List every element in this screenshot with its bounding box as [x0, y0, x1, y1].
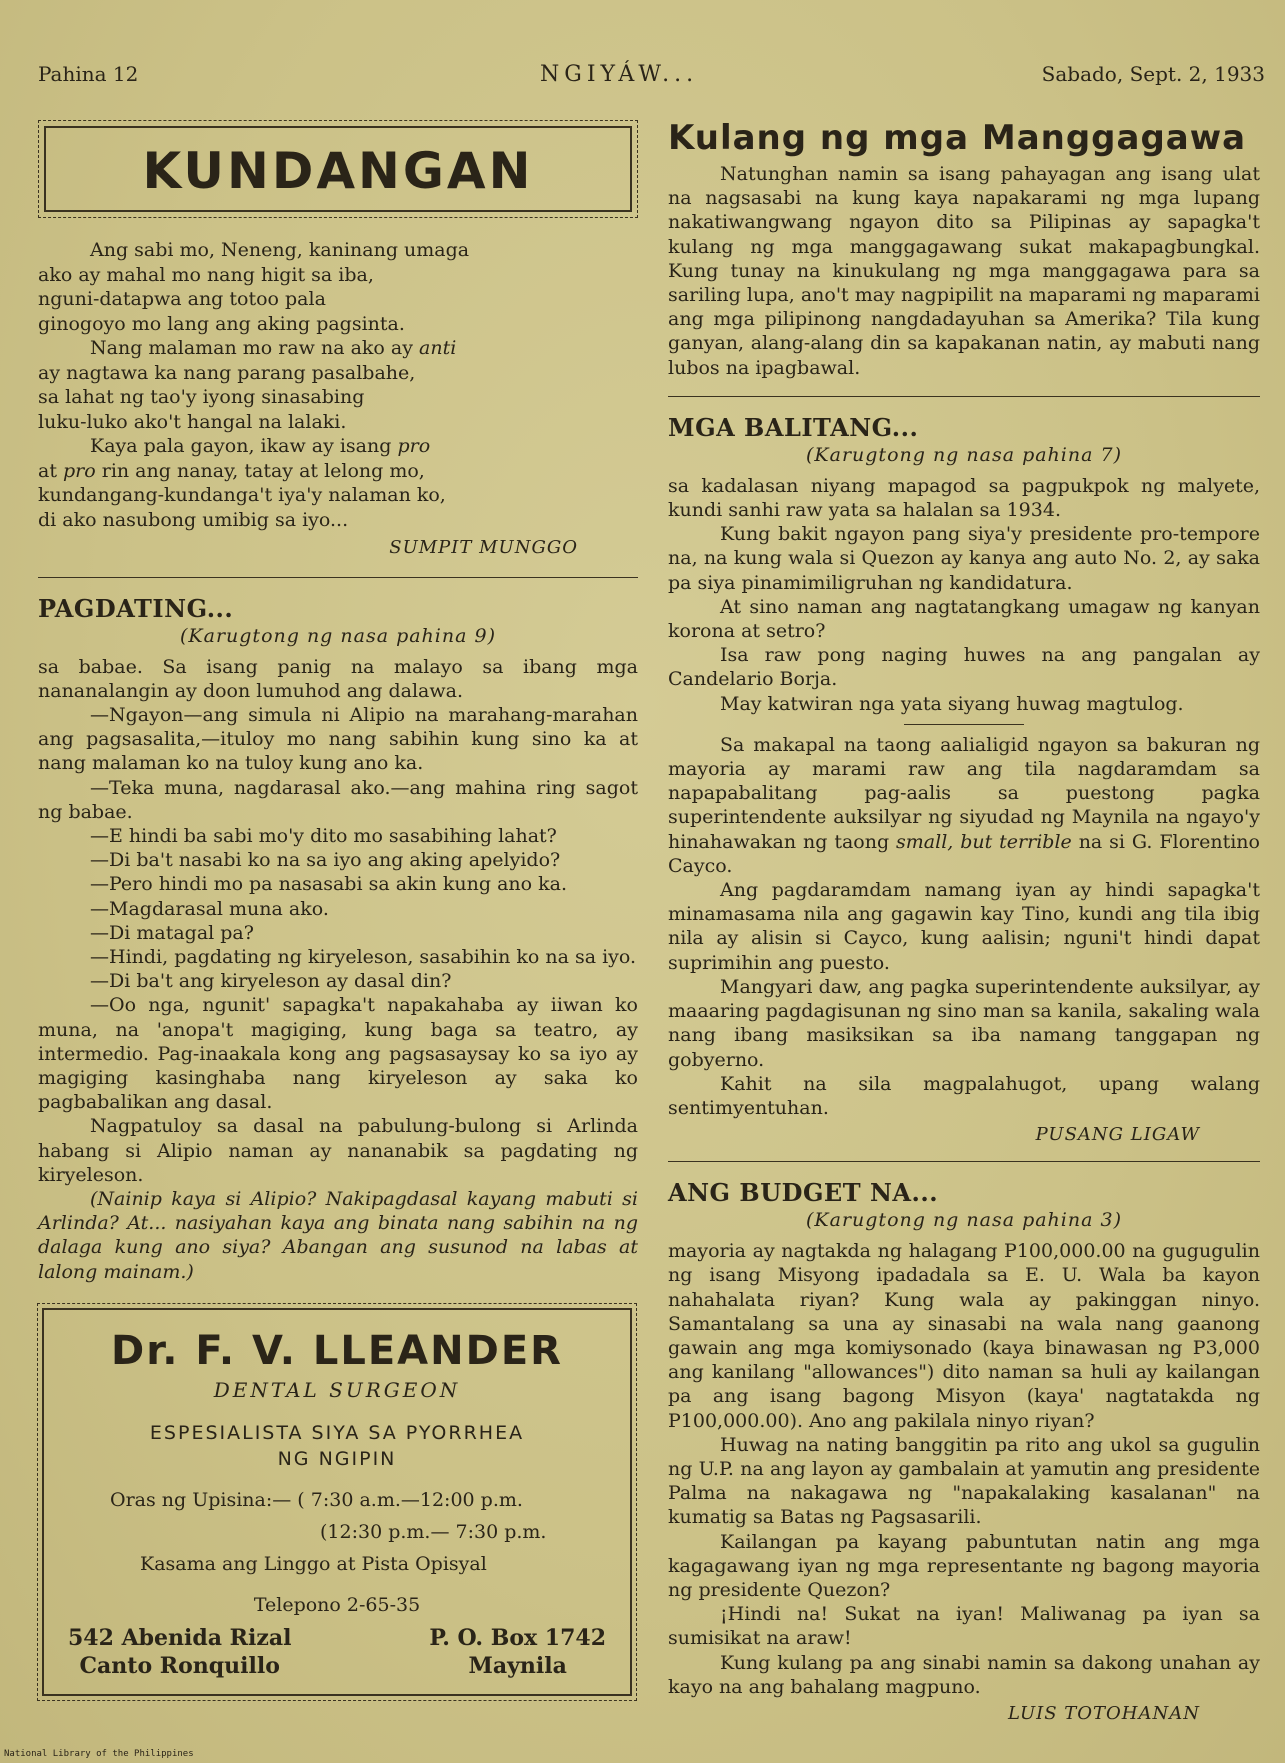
ad-specialty: ESPESIALISTA SIYA SA PYORRHEA	[149, 1421, 525, 1444]
issue-date: Sabado, Sept. 2, 1933	[1041, 62, 1265, 86]
balita-title: MGA BALITANG...	[668, 412, 919, 442]
ad-name: Dr. F. V. LLEANDER	[111, 1327, 563, 1374]
ad-hours	[60, 1484, 614, 1580]
poem-line: di ako nasubong umibig sa iyo...	[38, 508, 349, 531]
paragraph: —Di ba't nasabi ko na sa iyo ang aking apelyido?	[90, 849, 561, 872]
ad-title: DENTAL SURGEON	[213, 1377, 461, 1402]
paragraph: —Magdarasal muna ako.	[90, 897, 329, 920]
paragraph: Natunghan namin sa isang pahayagan ang isang ulat na nagsasabi na kung kaya napakarami ng mga lupang nakatiwangwang ngayon dito sa Pilipinas ay sapagka't kulang ng mga manggagawang sukat makapagbungkal. Kung tunay na kinukulang ng mga manggagawa para sa sariling lupa, ano't may nagpipilit na maparami ng maparami ang mga pilipinong nangdadayuhan sa Amerika? Tila kung ganyan, alang-alang din sa kapakanan natin, ay mabuti nang lubos na ipagbawal.	[668, 163, 1260, 379]
paragraph: sa babae. Sa isang panig na malayo sa ibang mga nananalangin ay doon lumuhod ang dalawa.	[38, 655, 638, 702]
kundangan-title-box	[44, 126, 632, 212]
poem-line: Nang malaman mo raw na ako ay anti	[90, 337, 457, 359]
paragraph: Kahit na sila magpalahugot, upang walang sentimyentuhan.	[668, 1072, 1260, 1119]
budget-title: ANG BUDGET NA...	[668, 1178, 939, 1208]
paragraph: Isa raw pong naging huwes na ang pangalan ay Candelario Borja.	[668, 644, 1260, 691]
ad-specialty: NG NGIPIN	[277, 1447, 397, 1470]
poem-line: ako ay mahal mo nang higit sa iba,	[38, 263, 374, 286]
paragraph: —Hindi, pagdating ng kiryeleson, sasabihin ko na sa iyo.	[90, 945, 637, 968]
ad-hours-line: Oras ng Upisina:— ( 7:30 a.m.—12:00 p.m.	[110, 1488, 523, 1511]
poem-line: at pro rin ang nanay, tatay at lelong mo,	[38, 459, 425, 482]
poem-line: luku-luko ako't hangal na lalaki.	[38, 410, 347, 433]
divider	[668, 396, 1260, 397]
ad-address	[60, 1624, 614, 1680]
masthead: NGIYÁW...	[540, 62, 699, 87]
ad-hours-line: Kasama ang Linggo at Pista Opisyal	[140, 1552, 487, 1575]
paragraph: ¡Hindi na! Sukat na iyan! Maliwanag pa iyan sa sumisikat na araw!	[668, 1603, 1260, 1650]
divider	[38, 577, 638, 578]
paragraph: May katwiran nga yata siyang huwag magtulog.	[720, 692, 1184, 715]
pagdating-body	[38, 655, 638, 1284]
closing-note: (Nainip kaya si Alipio? Nakipagdasal kayang mabuti si Arlinda? At... nasiyahan kaya ang binata nang sabihin na ng dalaga kung ano siya? Abangan ang susunod na labas at lalong mainam.)	[38, 1187, 638, 1283]
paragraph: Mangyari daw, ang pagka superintendente auksilyar, ay maaaring pagdagisunan ng sino man sa kanila, sakaling wala nang ibang masiksikan sa iba namang tanggapan ng gobyerno.	[668, 975, 1260, 1071]
paragraph: —Pero hindi mo pa nasasabi sa akin kung ano ka.	[90, 873, 568, 896]
paragraph: —Di ba't ang kiryeleson ay dasal din?	[90, 970, 452, 993]
poem-line: nguni-datapwa ang totoo pala	[38, 288, 326, 310]
ad-hours-line: (12:30 p.m.— 7:30 p.m.	[320, 1520, 547, 1543]
poem-line: ginogoyo mo lang ang aking pagsinta.	[38, 312, 405, 335]
pagdating-continuation: (Karugtong ng nasa pahina 9)	[180, 624, 496, 647]
dentist-advertisement	[42, 1308, 632, 1696]
paragraph: —Oo nga, ngunit' sapagka't napakahaba ay iiwan ko muna, na 'anopa't magiging, kung baga sa teatro, ay intermedio. Pag-inaakala kong ang pagsasaysay ko sa iyo ay magiging kasinghaba nang kiryeleson ay saka ko pagbabalikan ang dasal.	[38, 994, 638, 1114]
library-credit: National Library of the Philippines	[4, 1749, 194, 1759]
budget-author: LUIS TOTOHANAN	[1007, 1702, 1200, 1724]
balita-body	[668, 474, 1260, 1120]
page-number: Pahina 12	[38, 62, 139, 86]
divider	[904, 724, 1024, 725]
poem-line: Ang sabi mo, Neneng, kaninang umaga	[90, 239, 470, 261]
paragraph: Nagpatuloy sa dasal na pabulung-bulong si Arlinda habang si Alipio naman ay nananabik sa pagdating ng kiryeleson.	[38, 1115, 638, 1186]
poem-line: Kaya pala gayon, ikaw ay isang pro	[90, 435, 431, 457]
poem-line: ay nagtawa ka nang parang pasalbahe,	[38, 361, 416, 384]
paragraph: Kung kulang pa ang sinabi namin sa dakong unahan ay kayo na ang bahalang magpuno.	[668, 1651, 1260, 1698]
ad-city: Maynila	[468, 1652, 567, 1679]
balita-continuation: (Karugtong ng nasa pahina 7)	[806, 443, 1122, 466]
pagdating-title: PAGDATING...	[38, 593, 234, 623]
paragraph: Kung bakit ngayon pang siya'y presidente pro-tempore na, na kung wala si Quezon ay kanya ang auto No. 2, ay saka pa siya pinamimiligruhan ng kandidatura.	[668, 523, 1260, 594]
paragraph: sa kadalasan niyang mapagod sa pagpukpok ng malyete, kundi sanhi raw yata sa halalan sa 1934.	[668, 474, 1260, 522]
poem-line: kundangang-kundanga't iya'y nalaman ko,	[38, 484, 446, 506]
paragraph: —E hindi ba sabi mo'y dito mo sasabihing lahat?	[90, 824, 557, 847]
balita-author: PUSANG LIGAW	[1035, 1124, 1200, 1146]
paragraph: —Ngayon—ang simula ni Alipio na marahang-marahan ang pagsasalita,—ituloy mo nang sabihin kung sino ka at nang malaman ko na tuloy kung ano ka.	[38, 703, 638, 775]
kulang-title: Kulang ng mga Manggagawa	[668, 118, 1247, 158]
paragraph: Ang pagdaramdam namang iyan ay hindi sapagka't minamasama nila ang gagawin kay Tino, kundi ang tila ibig nila ay alisin si Cayco, kung aalisin; nguni't hindi dapat suprimihin ang puesto.	[668, 879, 1260, 974]
left-column	[38, 118, 638, 1696]
kulang-body	[668, 162, 1260, 380]
ad-address-line: Canto Ronquillo	[79, 1652, 280, 1679]
budget-body	[668, 1239, 1260, 1699]
paragraph: Huwag na nating banggitin pa rito ang ukol sa gugulin ng U.P. na ang layon ay gambalain at yamutin ang presidente Palma na nakagawa ng "napakalaking kasalanan" na kumatig sa Batas ng Pagsasarili.	[668, 1433, 1260, 1529]
poem-line: sa lahat ng tao'y iyong sinasabing	[38, 386, 365, 408]
paragraph: At sino naman ang nagtatangkang umagaw ng kanyan korona at setro?	[668, 595, 1260, 643]
ad-address-line: 542 Abenida Rizal	[68, 1624, 292, 1651]
paragraph: —Teka muna, nagdarasal ako.—ang mahina ring sagot ng babae.	[38, 776, 638, 823]
kundangan-title: KUNDANGAN	[142, 142, 534, 200]
paragraph: —Di matagal pa?	[90, 921, 254, 944]
kundangan-poem	[38, 238, 638, 561]
kundangan-author: SUMPIT MUNGGO	[389, 537, 578, 558]
paragraph: Kailangan pa kayang pabuntutan natin ang mga kagagawang iyan ng mga representante ng bagong mayoria ng presidente Quezon?	[668, 1530, 1260, 1601]
ad-phone: Telepono 2-65-35	[253, 1593, 421, 1616]
paragraph: Sa makapal na taong aalialigid ngayon sa bakuran ng mayoria ay marami raw ang tila nagdaramdam sa napapabalitang pag-aalis sa puestong pagka superintendente auksilyar ng siyudad ng Maynila na ngayo'y hinahawakan ng taong small, but terrible na si G. Florentino Cayco.	[668, 733, 1260, 877]
ad-pobox: P. O. Box 1742	[429, 1624, 606, 1651]
divider	[668, 1161, 1260, 1162]
budget-continuation: (Karugtong ng nasa pahina 3)	[806, 1209, 1122, 1232]
right-column	[668, 118, 1260, 1724]
paragraph: mayoria ay nagtakda ng halagang P100,000.00 na gugugulin ng isang Misyong ipadadala sa E. U. Wala ba kayon nahahalata riyan? Kung wala ay pakinggan ninyo. Samantalang sa una ay sinasabi na wala nang gaanong gawain ang mga komiysonado (kaya binawasan ng P3,000 ang kanilang "allowances") dito naman sa huli ay kailangan pa ang isang bagong Misyon (kaya' nagtatakda ng P100,000.00). Ano ang pakilala ninyo riyan?	[668, 1240, 1260, 1432]
